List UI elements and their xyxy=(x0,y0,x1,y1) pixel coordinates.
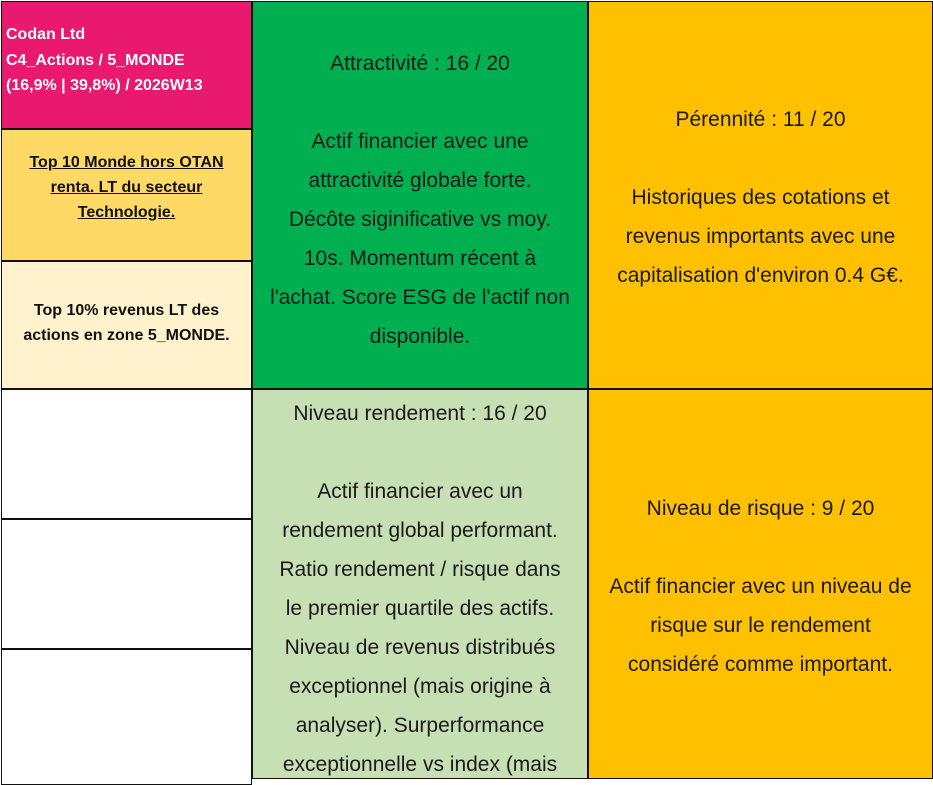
top10pct-line: Top 10% revenus LT des xyxy=(33,302,220,319)
attractivite-line: 10s. Momentum récent à xyxy=(303,247,537,270)
risque-line: Actif financier avec un niveau de xyxy=(609,575,912,598)
category-label: C4_Actions / 5_MONDE xyxy=(6,51,185,69)
spacer xyxy=(253,83,587,122)
empty-cell xyxy=(1,389,252,519)
rendement-line: exceptionnelle vs index (mais xyxy=(282,753,558,776)
rendement-line: Niveau de revenus distribués xyxy=(284,636,556,659)
rendement-line: exceptionnel (mais origine à xyxy=(289,675,551,698)
empty-cell xyxy=(1,519,252,649)
top10-line: renta. LT du secteur xyxy=(50,179,203,196)
perennite-cell xyxy=(588,1,933,389)
title-cell xyxy=(1,1,252,129)
rendement-title: Niveau rendement : 16 / 20 xyxy=(293,402,547,425)
empty-cell xyxy=(1,649,252,785)
top10-line: Top 10 Monde hors OTAN xyxy=(29,154,224,171)
risque-line: risque sur le rendement xyxy=(650,614,871,637)
spacer xyxy=(589,528,932,567)
rendement-line: Ratio rendement / risque dans xyxy=(279,558,561,581)
company-name: Codan Ltd xyxy=(6,26,86,43)
risque-line: considéré comme important. xyxy=(628,653,893,676)
rendement-cell xyxy=(252,389,588,779)
top10pct-revenue-cell xyxy=(1,261,252,389)
attractivite-cell xyxy=(252,1,588,389)
stats-label: (16,9% | 39,8%) / 2026W13 xyxy=(6,77,203,94)
perennite-line: capitalisation d'environ 0.4 G€. xyxy=(617,264,904,287)
attractivite-line: Décôte siginificative vs moy. xyxy=(288,208,552,231)
attractivite-line: disponible. xyxy=(369,325,471,348)
risque-cell xyxy=(588,389,933,779)
rendement-line: analyser). Surperformance xyxy=(295,714,545,737)
rendement-line: Actif financier avec un xyxy=(317,480,523,503)
rendement-line: le premier quartile des actifs. xyxy=(285,597,555,620)
spacer xyxy=(253,433,587,472)
spacer xyxy=(589,139,932,178)
attractivite-line: Actif financier avec une xyxy=(311,130,529,153)
risque-title: Niveau de risque : 9 / 20 xyxy=(646,497,875,520)
top10pct-line: actions en zone 5_MONDE. xyxy=(23,327,230,344)
rendement-line: rendement global performant. xyxy=(282,519,558,542)
attractivite-title: Attractivité : 16 / 20 xyxy=(330,52,510,75)
attractivite-line: attractivité globale forte. xyxy=(308,169,532,192)
perennite-line: Historiques des cotations et xyxy=(631,186,890,209)
perennite-line: revenus importants avec une xyxy=(625,225,896,248)
top10-line: Technologie. xyxy=(77,204,176,221)
top10-sector-cell xyxy=(1,129,252,261)
attractivite-line: l'achat. Score ESG de l'actif non xyxy=(270,286,570,309)
perennite-title: Pérennité : 11 / 20 xyxy=(675,108,846,131)
